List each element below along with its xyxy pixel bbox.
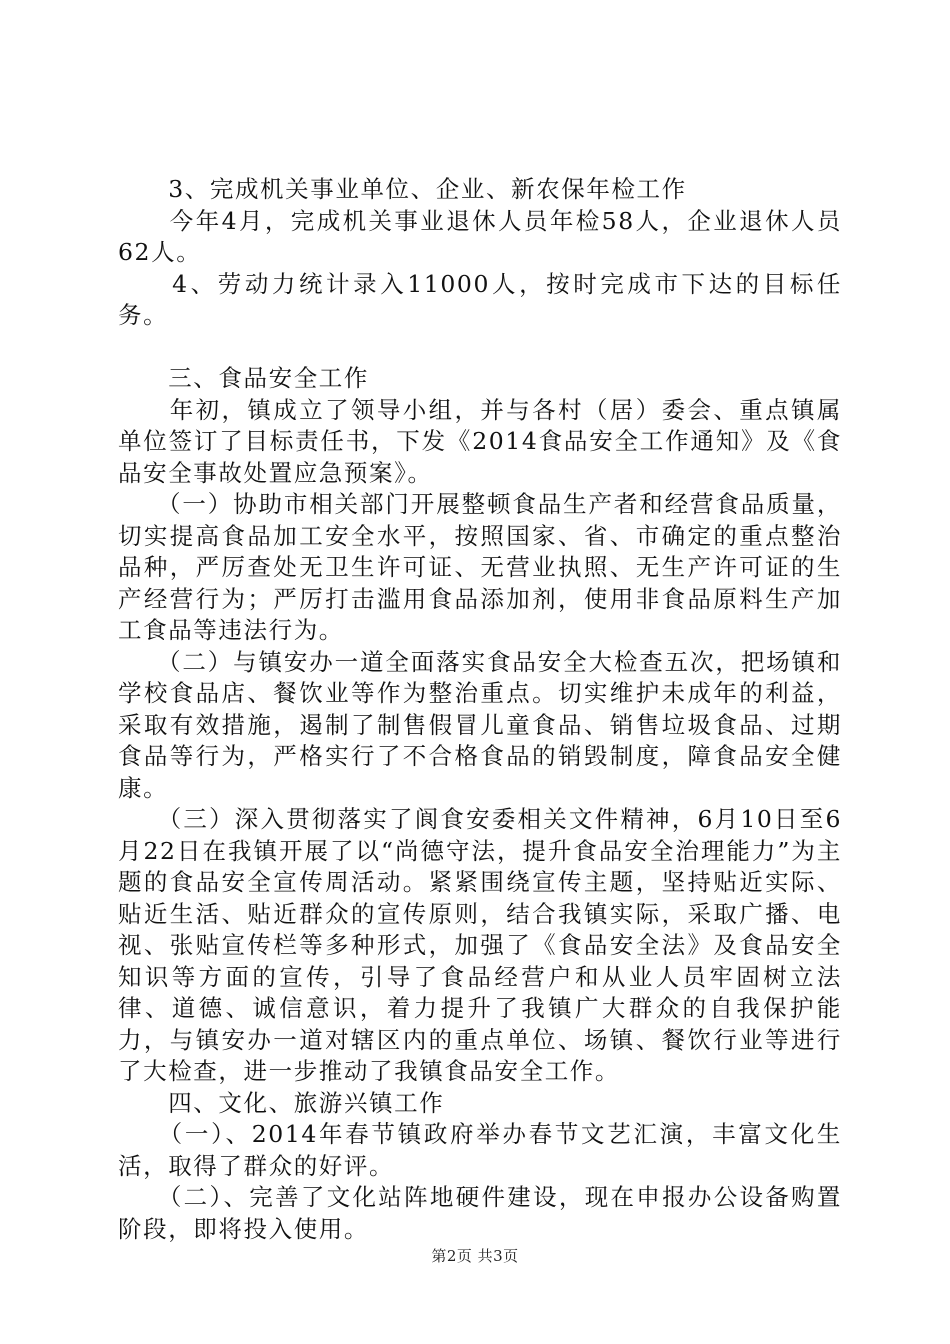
- paragraph-labor-statistics: 4、劳动力统计录入11000人，按时完成市下达的目标任务。: [118, 269, 842, 329]
- section-heading-food-safety: 三、食品安全工作: [118, 364, 369, 392]
- paragraph-pension-audit-heading: 3、完成机关事业单位、企业、新农保年检工作: [118, 175, 687, 203]
- paragraph-food-safety-1: （一）协助市相关部门开展整顿食品生产者和经营食品质量，切实提高食品加工安全水平，按照国家、省、市确定的重点整治品种，严厉查处无卫生许可证、无营业执照、无生产许可证的生产经营行为；严厉打击滥用食品添加剂，使用非食品原料生产加工食品等违法行为。: [118, 490, 842, 644]
- section-heading-culture-tourism: 四、文化、旅游兴镇工作: [118, 1088, 445, 1117]
- paragraph-food-safety-intro: 年初，镇成立了领导小组，并与各村（居）委会、重点镇属单位签订了目标责任书，下发《2014食品安全工作通知》及《食品安全事故处置应急预案》。: [118, 395, 842, 487]
- document-body: [118, 174, 842, 1245]
- paragraph-culture-2: （二）、完善了文化站阵地硬件建设，现在申报办公设备购置阶段，即将投入使用。: [118, 1183, 842, 1243]
- paragraph-food-safety-2: （二）与镇安办一道全面落实食品安全大检查五次，把场镇和学校食品店、餐饮业等作为整治重点。切实维护未成年的利益，采取有效措施，遏制了制售假冒儿童食品、销售垃圾食品、过期食品等行为，严格实行了不合格食品的销毁制度，障食品安全健康。: [118, 647, 842, 802]
- paragraph-culture-1: （一）、2014年春节镇政府举办春节文艺汇演，丰富文化生活，取得了群众的好评。: [118, 1120, 842, 1180]
- paragraph-pension-audit: 今年4月，完成机关事业退休人员年检58人，企业退休人员62人。: [118, 206, 842, 266]
- blank-line: [118, 332, 842, 364]
- page-footer: 第2页 共3页: [431, 1247, 519, 1265]
- paragraph-food-safety-3: （三）深入贯彻落实了阆食安委相关文件精神，6月10日至6月22日在我镇开展了以“尚德守法，提升食品安全治理能力”为主题的食品安全宣传周活动。紧紧围绕宣传主题，坚持贴近实际、贴近生活、贴近群众的宣传原则，结合我镇实际，采取广播、电视、张贴宣传栏等多种形式，加强了《食品安全法》及食品安全知识等方面的宣传，引导了食品经营户和从业人员牢固树立法律、道德、诚信意识，着力提升了我镇广大群众的自我保护能力，与镇安办一道对辖区内的重点单位、场镇、餐饮行业等进行了大检查，进一步推动了我镇食品安全工作。: [118, 805, 842, 1085]
